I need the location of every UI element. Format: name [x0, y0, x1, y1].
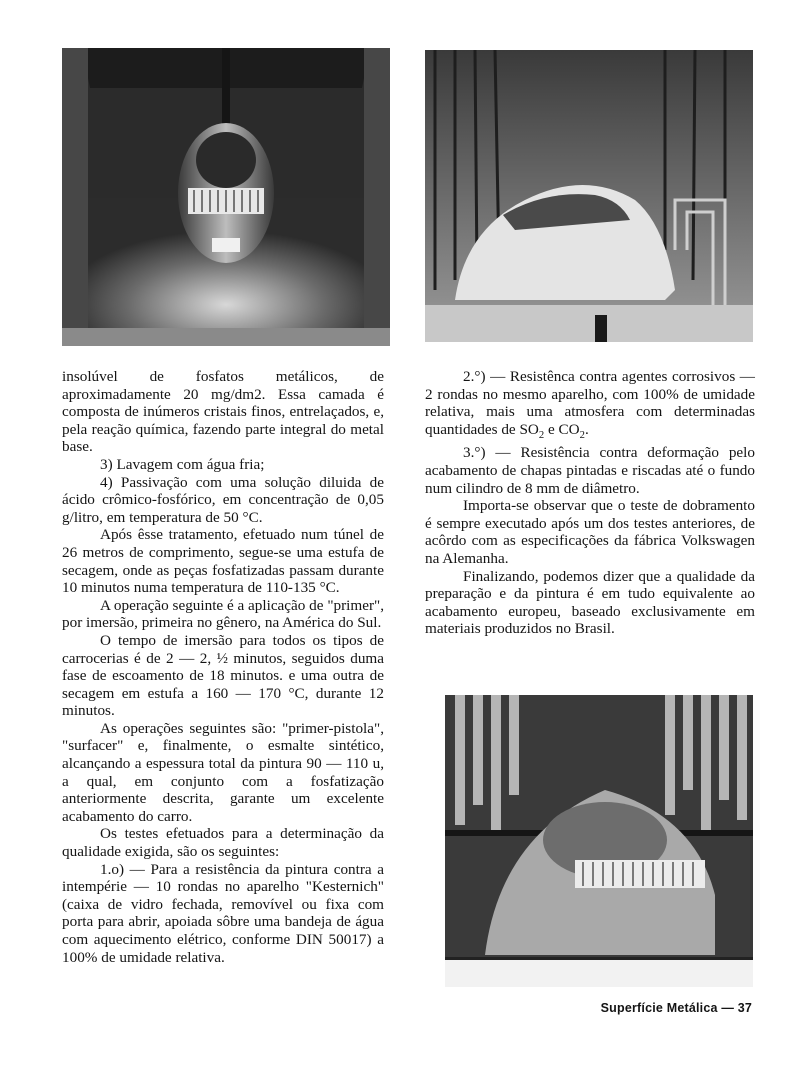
paragraph: As operações seguintes são: "primer-pistola", "surfacer" e, finalmente, o esmalte sintético, alcançando a espessura total da pintura 90 — 110 u, a qual, em conjunto com a fosfatização anteriormente descrita, garante um excelente acabamento do carro. — [62, 719, 384, 825]
paragraph: Importa-se observar que o teste de dobramento é sempre executado após um dos testes anteriores, de acôrdo com as especificações da fábrica Volkswagen na Alemanha. — [425, 497, 755, 567]
paragraph: Os testes efetuados para a determinação da qualidade exigida, são os seguintes: — [62, 825, 384, 861]
page-footer: Superfície Metálica — 37 — [600, 1001, 752, 1015]
so2-subscript: 2 — [538, 429, 545, 441]
left-text-column — [62, 368, 384, 966]
test-2-text: 2.°) — Resistênca contra agentes corrosivos — 2 rondas no mesmo aparelho, com 100% de umidade relativa, mais uma atmosfera com determinadas quantidades de SO — [425, 368, 755, 438]
paragraph: 4) Passivação com uma solução diluida de ácido crômico-fosfórico, em concentração de 0,05 g/litro, em temperatura de 50 °C. — [62, 473, 384, 526]
paragraph: 3.°) — Resistência contra deformação pelo acabamento de chapas pintadas e riscadas até o fundo num cilindro de 8 mm de diâmetro. — [425, 444, 755, 497]
test-2-end: . — [584, 420, 589, 438]
photo-rear-view-car-body — [62, 48, 390, 346]
paragraph: 1.o) — Para a resistência da pintura contra a intempérie — 10 rondas no aparelho "Kesternich" (caixa de vidro fechada, removível ou fixa com porta para abrir, apoiada sôbre uma bandeja de água com aquecimento elétrico, conforme DIN 50017) a 100% de umidade relativa. — [62, 860, 384, 966]
photo-car-body-production-line — [425, 50, 753, 342]
test-2-mid: e CO — [544, 420, 580, 438]
paragraph: O tempo de imersão para todos os tipos de carrocerias é de 2 — 2, ½ minutos, seguidos duma fase de escoamento de 18 minutos. e uma outra de secagem em estufa a 160 — 170 °C, durante 12 minutos. — [62, 631, 384, 720]
right-text-column — [425, 368, 755, 638]
paragraph: Finalizando, podemos dizer que a qualidade da preparação e da pintura é em tudo equivalente ao acabamento europeu, baseado exclusivamente em materiais produzidos no Brasil. — [425, 567, 755, 638]
co2-subscript: 2 — [579, 429, 585, 441]
paragraph: Após êsse tratamento, efetuado num túnel de 26 metros de comprimento, segue-se uma estufa de secagem, onde as peças fosfatizadas passam durante 10 minutos numa temperatura de 110-135 °C. — [62, 526, 384, 597]
paragraph: A operação seguinte é a aplicação de "primer", por imersão, primeira no gênero, na América do Sul. — [62, 596, 384, 632]
photo-car-body-in-oven — [445, 695, 753, 987]
paragraph-test-2 — [425, 368, 755, 444]
paragraph: 3) Lavagem com água fria; — [100, 455, 265, 473]
paragraph: insolúvel de fosfatos metálicos, de aproximadamente 20 mg/dm2. Essa camada é composta de inúmeros cristais finos, entrelaçados, e, pela reação química, fazendo parte integral do metal base. — [62, 368, 384, 456]
